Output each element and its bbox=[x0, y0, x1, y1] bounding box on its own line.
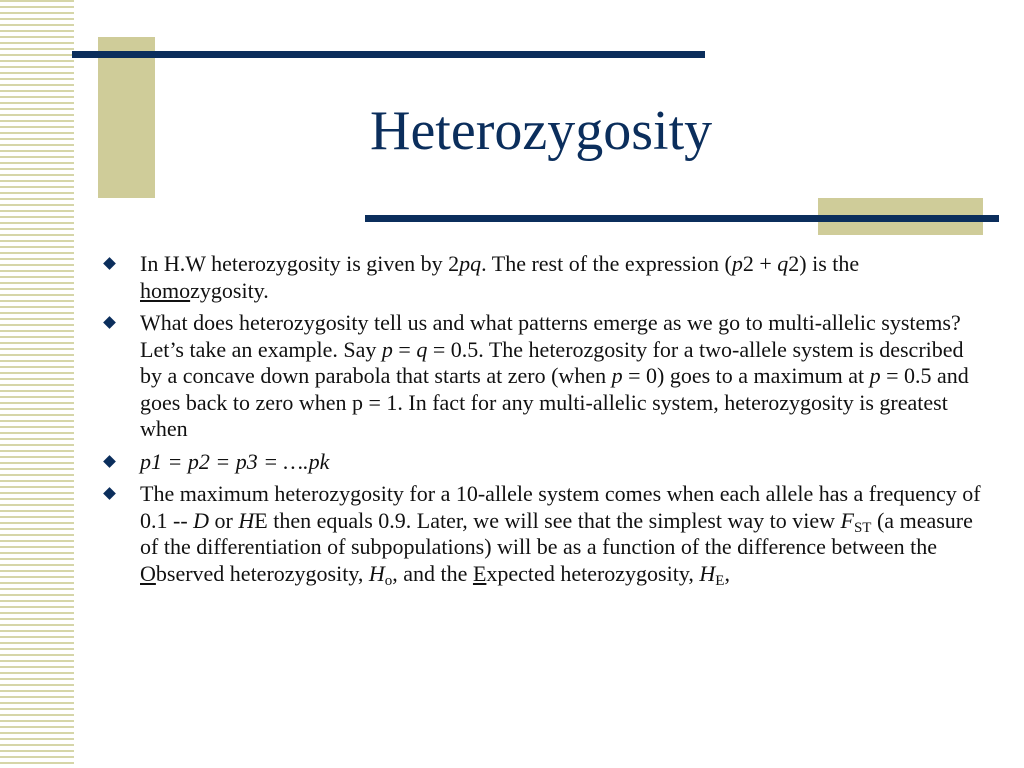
diamond-bullet-icon bbox=[103, 455, 116, 468]
bullet-item bbox=[103, 449, 983, 476]
diamond-bullet-icon bbox=[103, 316, 116, 329]
bullet-text: p1 = p2 = p3 = ….pk bbox=[140, 448, 330, 474]
bullet-item bbox=[103, 310, 983, 443]
bullet-text: The maximum heterozygosity for a 10-allele system comes when each allele has a frequency of 0.1 -- D or HE then equals 0.9. Later, we will see that the simplest way to view $F_{ST}$ (a measure of the differentiation of subpopulations) will be as a function of the difference between the Observed heterozygosity, $H_o$, and the Expected heterozygosity, $H_E$, bbox=[140, 481, 981, 589]
bullet-item bbox=[103, 481, 983, 587]
bullet-item bbox=[103, 251, 983, 304]
bullet-text: What does heterozygosity tell us and what patterns emerge as we go to multi-allelic systems? Let’s take an example. Say p = q = 0.5. The heterozgosity for a two-allele system is described by a concave down parabola that starts at zero (when p = 0) goes to a maximum at p = 0.5 and goes back to zero when p = 1. In fact for any multi-allelic system, heterozygosity is greatest when bbox=[140, 310, 969, 441]
slide-title: Heterozygosity bbox=[370, 100, 713, 162]
title-rule-bottom bbox=[365, 215, 999, 222]
title-rule-top bbox=[72, 51, 705, 58]
bullet-text: In H.W heterozygosity is given by 2pq. The rest of the expression (p2 + q2) is the homozygosity. bbox=[140, 251, 860, 303]
diamond-bullet-icon bbox=[103, 487, 116, 500]
tan-block-decoration-top bbox=[98, 37, 155, 198]
diamond-bullet-icon bbox=[103, 257, 116, 270]
left-stripe-decoration bbox=[0, 0, 74, 768]
bullet-list bbox=[103, 251, 983, 593]
